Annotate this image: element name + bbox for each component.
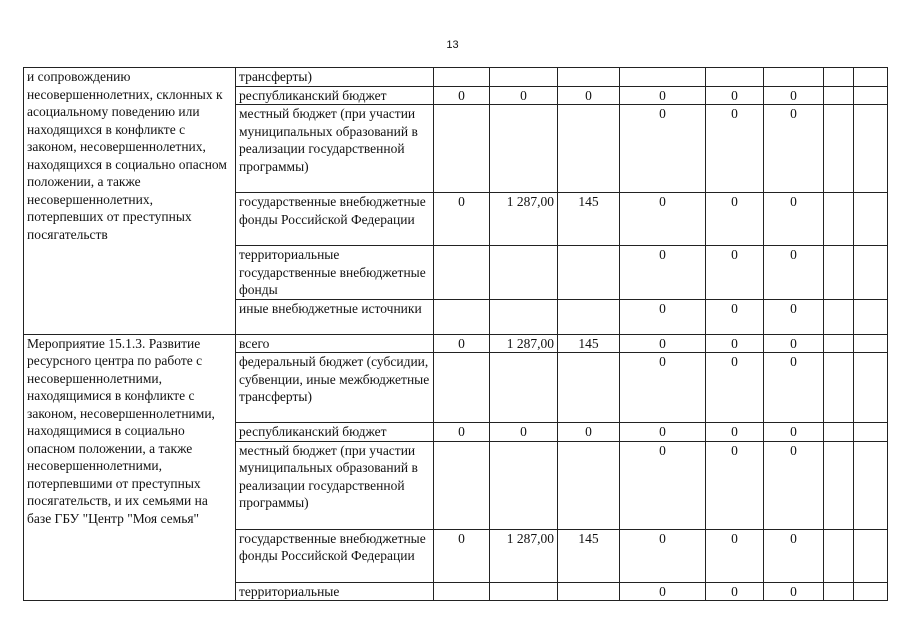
value-cell: 0 [434, 334, 490, 353]
value-cell [490, 68, 558, 87]
value-cell: 0 [620, 86, 706, 105]
value-cell: 0 [620, 353, 706, 423]
value-cell: 0 [620, 441, 706, 529]
empty-cell [824, 441, 854, 529]
value-cell: 0 [706, 582, 764, 601]
empty-cell [854, 529, 888, 582]
value-cell: 0 [490, 423, 558, 442]
empty-cell [824, 193, 854, 246]
value-cell: 0 [620, 105, 706, 193]
empty-cell [854, 68, 888, 87]
empty-cell [824, 529, 854, 582]
empty-cell [854, 441, 888, 529]
empty-cell [854, 299, 888, 334]
value-cell: 145 [558, 529, 620, 582]
value-cell [490, 353, 558, 423]
value-cell [558, 582, 620, 601]
value-cell: 0 [558, 423, 620, 442]
page-number: 13 [446, 39, 459, 51]
funding-source: трансферты) [236, 68, 434, 87]
funding-source: территориальные [236, 582, 434, 601]
value-cell: 0 [706, 529, 764, 582]
value-cell: 0 [706, 246, 764, 300]
value-cell [558, 441, 620, 529]
event-description: и сопровождению несовершеннолетних, склонных к асоциальному поведению или находящихся в конфликте с законом, несовершеннолетних, находящихся в социально опасном положении, а также несовершеннолетних, потерпевших от преступных посягательств [24, 68, 236, 335]
value-cell: 0 [764, 529, 824, 582]
value-cell: 0 [434, 193, 490, 246]
value-cell: 0 [706, 353, 764, 423]
value-cell [434, 441, 490, 529]
value-cell: 0 [764, 86, 824, 105]
funding-source: всего [236, 334, 434, 353]
value-cell [490, 441, 558, 529]
empty-cell [854, 86, 888, 105]
funding-source: государственные внебюджетные фонды Российской Федерации [236, 529, 434, 582]
funding-source: республиканский бюджет [236, 423, 434, 442]
empty-cell [824, 334, 854, 353]
empty-cell [854, 582, 888, 601]
value-cell: 0 [620, 423, 706, 442]
value-cell [490, 299, 558, 334]
empty-cell [824, 68, 854, 87]
value-cell: 0 [706, 423, 764, 442]
value-cell: 0 [706, 299, 764, 334]
value-cell [764, 68, 824, 87]
empty-cell [854, 353, 888, 423]
value-cell: 0 [764, 246, 824, 300]
empty-cell [854, 246, 888, 300]
empty-cell [824, 353, 854, 423]
value-cell [490, 582, 558, 601]
table-row [24, 68, 888, 87]
empty-cell [824, 105, 854, 193]
value-cell: 0 [620, 529, 706, 582]
empty-cell [854, 105, 888, 193]
value-cell [490, 246, 558, 300]
value-cell: 1 287,00 [490, 529, 558, 582]
budget-table [23, 67, 888, 601]
value-cell: 0 [434, 529, 490, 582]
value-cell [558, 68, 620, 87]
value-cell [558, 105, 620, 193]
value-cell: 0 [764, 105, 824, 193]
funding-source: иные внебюджетные источники [236, 299, 434, 334]
value-cell: 0 [764, 423, 824, 442]
value-cell [620, 68, 706, 87]
value-cell: 0 [620, 299, 706, 334]
value-cell: 0 [764, 299, 824, 334]
event-description: Мероприятие 15.1.3. Развитие ресурсного центра по работе с несовершеннолетними, находящимися в конфликте с законом, несовершеннолетними, находящимися в социально опасном положении, а также несовершеннолетними, потерпевшими от преступных посягательств, и их семьями на базе ГБУ "Центр "Моя семья" [24, 334, 236, 601]
value-cell [434, 246, 490, 300]
value-cell: 1 287,00 [490, 334, 558, 353]
funding-source: республиканский бюджет [236, 86, 434, 105]
empty-cell [824, 423, 854, 442]
value-cell: 0 [764, 334, 824, 353]
value-cell [434, 68, 490, 87]
value-cell [434, 299, 490, 334]
empty-cell [824, 299, 854, 334]
value-cell: 0 [620, 582, 706, 601]
funding-source: государственные внебюджетные фонды Российской Федерации [236, 193, 434, 246]
empty-cell [854, 193, 888, 246]
value-cell: 145 [558, 334, 620, 353]
funding-source: федеральный бюджет (субсидии, субвенции, иные межбюджетные трансферты) [236, 353, 434, 423]
value-cell [706, 68, 764, 87]
value-cell: 0 [620, 193, 706, 246]
value-cell: 0 [706, 334, 764, 353]
value-cell: 0 [764, 441, 824, 529]
value-cell [434, 353, 490, 423]
value-cell: 0 [620, 246, 706, 300]
value-cell [558, 246, 620, 300]
value-cell: 0 [706, 105, 764, 193]
value-cell [490, 105, 558, 193]
funding-source: местный бюджет (при участии муниципальных образований в реализации государственной программы) [236, 441, 434, 529]
empty-cell [824, 86, 854, 105]
empty-cell [854, 334, 888, 353]
value-cell: 0 [764, 582, 824, 601]
value-cell: 0 [706, 86, 764, 105]
value-cell [558, 353, 620, 423]
value-cell: 145 [558, 193, 620, 246]
value-cell [558, 299, 620, 334]
table-row [24, 334, 888, 353]
empty-cell [854, 423, 888, 442]
empty-cell [824, 582, 854, 601]
value-cell: 0 [764, 193, 824, 246]
value-cell: 0 [706, 441, 764, 529]
value-cell: 0 [490, 86, 558, 105]
value-cell: 0 [434, 86, 490, 105]
value-cell [434, 582, 490, 601]
value-cell: 0 [434, 423, 490, 442]
value-cell: 0 [764, 353, 824, 423]
value-cell [434, 105, 490, 193]
funding-source: местный бюджет (при участии муниципальных образований в реализации государственной программы) [236, 105, 434, 193]
empty-cell [824, 246, 854, 300]
value-cell: 0 [620, 334, 706, 353]
value-cell: 0 [706, 193, 764, 246]
value-cell: 1 287,00 [490, 193, 558, 246]
value-cell: 0 [558, 86, 620, 105]
funding-source: территориальные государственные внебюджетные фонды [236, 246, 434, 300]
